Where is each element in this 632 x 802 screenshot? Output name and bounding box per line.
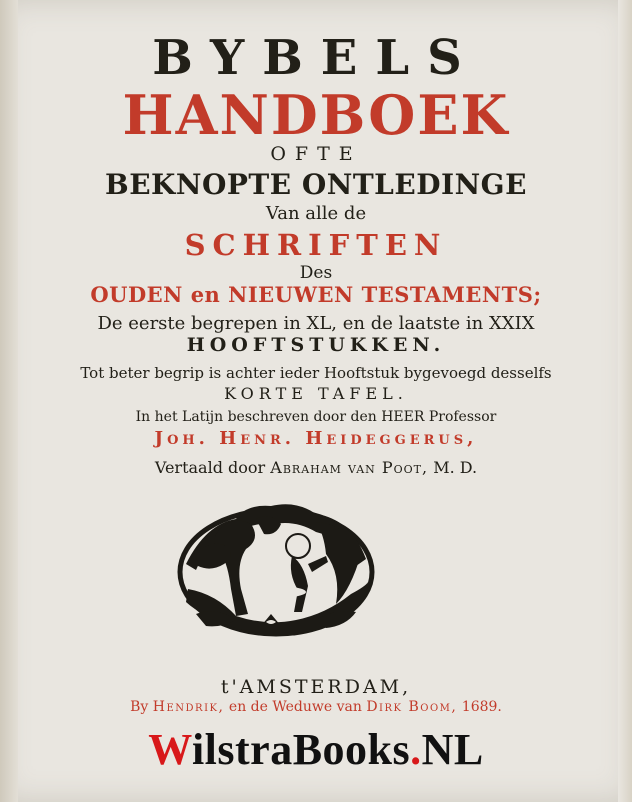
imprint-city: t'AMSTERDAM, xyxy=(220,676,412,698)
printer-name-dirk-boom: Dirk Boom, xyxy=(366,699,458,715)
title-ofte: OFTE xyxy=(270,143,362,165)
watermark-logo xyxy=(0,724,632,775)
text-korte-tafel: KORTE TAFEL. xyxy=(224,384,408,403)
title-schriften: SCHRIFTEN xyxy=(184,228,448,262)
text-van-alle-de: Van alle de xyxy=(265,203,367,224)
watermark-first-letter: W xyxy=(148,725,192,774)
title-handboek: HANDBOEK xyxy=(122,83,510,147)
watermark-tld: NL xyxy=(421,725,484,774)
translator-suffix: M. D. xyxy=(433,458,478,477)
printer-prefix: By xyxy=(130,699,149,715)
translator-prefix: Vertaald door xyxy=(154,458,266,477)
printer-middle: en de Weduwe van xyxy=(228,699,362,715)
watermark-dot: . xyxy=(410,725,422,774)
subtitle-beknopte: BEKNOPTE ONTLEDINGE xyxy=(105,168,527,201)
translator-line xyxy=(0,458,632,477)
watermark-name: ilstraBooks xyxy=(191,725,411,774)
imprint-year: 1689. xyxy=(461,699,502,715)
title-bybels: BYBELS xyxy=(152,30,480,86)
text-hooftstukken: HOOFTSTUKKEN. xyxy=(186,334,446,356)
text-eerste-begrepen: De eerste begrepen in XL, en de laatste in XXIX xyxy=(97,313,535,334)
title-testaments: OUDEN en NIEUWEN TESTAMENTS; xyxy=(90,282,542,307)
imprint-printer-line xyxy=(0,699,632,715)
translator-name: Abraham van Poot, xyxy=(270,458,429,477)
text-tot-beter-begrip: Tot beter begrip is achter ieder Hooftstuk bygevoegd desselfs xyxy=(80,364,552,382)
printers-vignette-image xyxy=(176,494,376,644)
text-des: Des xyxy=(299,263,333,283)
text-latijn-beschreven: In het Latijn beschreven door den HEER Professor xyxy=(135,409,497,425)
author-name: Joh. Henr. Heideggerus, xyxy=(154,428,478,449)
printer-name-hendrik: Hendrik, xyxy=(152,699,225,715)
